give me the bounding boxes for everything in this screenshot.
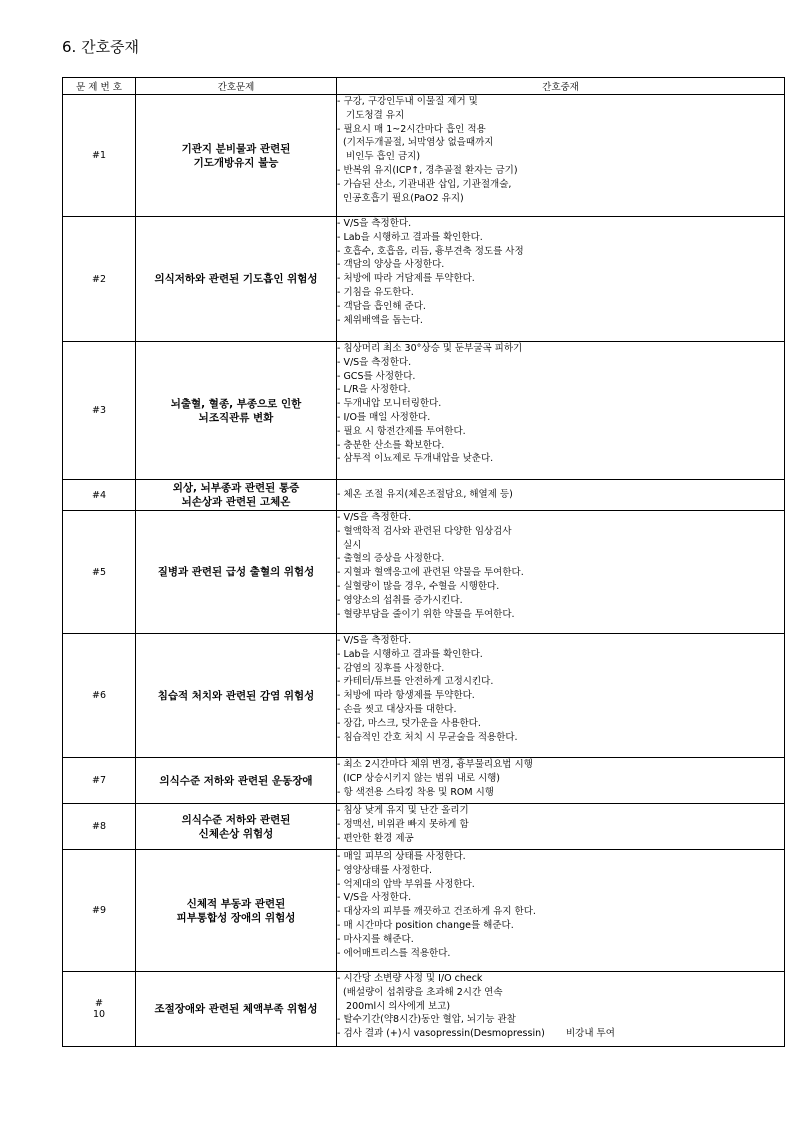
- nursing-problem-line: 뇌조직관류 변화: [198, 411, 274, 424]
- nursing-interventions: [337, 850, 785, 972]
- intervention-line: - 카테터/튜브를 안전하게 고정시킨다.: [337, 676, 494, 688]
- nursing-problem: [136, 480, 337, 511]
- intervention-line: - 손을 씻고 대상자를 대한다.: [337, 703, 457, 715]
- nursing-problem: [136, 804, 337, 850]
- problem-number: [63, 850, 136, 972]
- intervention-line: - 객담의 양상을 사정한다.: [337, 259, 445, 271]
- table-row: [63, 972, 785, 1047]
- intervention-line: 비인두 흡인 금지): [337, 151, 421, 163]
- nursing-problem: [136, 758, 337, 804]
- intervention-line: - 구강, 구강인두내 이물질 제거 및: [337, 96, 478, 107]
- nursing-interventions: [337, 217, 785, 342]
- intervention-line: - L/R을 사정한다.: [337, 384, 411, 396]
- intervention-line: - 시간당 소변량 사정 및 I/O check: [337, 973, 483, 984]
- table-header-row: [63, 78, 785, 95]
- header-nursing-intervention: 간호중재: [337, 78, 785, 95]
- intervention-line: - 필요 시 항전간제를 투여한다.: [337, 425, 466, 437]
- section-title: 6. 간호중재: [62, 38, 140, 56]
- intervention-line: - V/S을 측정한다.: [337, 218, 412, 229]
- intervention-line: - 편안한 환경 제공: [337, 832, 414, 844]
- intervention-line: - 장갑, 마스크, 덧가운을 사용한다.: [337, 717, 481, 729]
- intervention-line: - 처방에 따라 거담제를 투약한다.: [337, 273, 475, 285]
- nursing-interventions: [337, 511, 785, 634]
- intervention-line: - 반복위 유지(ICP↑, 경추골절 환자는 금기): [337, 164, 518, 176]
- nursing-problem-line: 의식저하와 관련된 기도흡인 위험성: [154, 273, 318, 285]
- intervention-line: 인공호흡기 필요(PaO2 유지): [337, 192, 464, 204]
- nursing-problem: [136, 972, 337, 1047]
- intervention-line: - 영양소의 섭취를 증가시킨다.: [337, 594, 463, 606]
- intervention-line: - 가습된 산소, 기관내관 삽입, 기관절개술,: [337, 178, 512, 190]
- intervention-line: (ICP 상승시키지 않는 범위 내로 시행): [337, 772, 501, 784]
- intervention-line: - 정맥선, 비위관 빠지 못하게 함: [337, 818, 469, 830]
- intervention-line: - 호흡수, 호흡음, 리듬, 흉부견축 정도를 사정: [337, 245, 524, 257]
- problem-number: [63, 95, 136, 217]
- intervention-line: 200ml시 의사에게 보고): [337, 1000, 451, 1012]
- nursing-problem-line: 질병과 관련된 급성 출혈의 위험성: [157, 566, 315, 578]
- table-row: [63, 634, 785, 758]
- intervention-line: - GCS를 사정한다.: [337, 370, 416, 382]
- intervention-line: 실시: [337, 539, 362, 551]
- intervention-line: (기저두개골절, 뇌막염상 없을때까지: [337, 137, 494, 149]
- problem-number: [63, 634, 136, 758]
- intervention-line: - 감염의 징후를 사정한다.: [337, 662, 445, 674]
- nursing-problem-line: 뇌출혈, 혈종, 부종으로 인한: [170, 397, 302, 410]
- intervention-line: - V/S을 사정한다.: [337, 892, 412, 904]
- intervention-line: - Lab을 시행하고 결과를 확인한다.: [337, 648, 483, 660]
- intervention-line: - Lab을 시행하고 결과를 확인한다.: [337, 231, 483, 243]
- intervention-line: - 혈량부담을 줄이기 위한 약물을 투여한다.: [337, 608, 515, 620]
- problem-number-text: #2: [91, 273, 106, 285]
- intervention-line: - V/S을 측정한다.: [337, 635, 412, 646]
- intervention-line: - 항 색전용 스타킹 착용 및 ROM 시행: [337, 786, 494, 798]
- intervention-line: - 침습적인 간호 처치 시 무균술을 적용한다.: [337, 731, 518, 743]
- table-row: [63, 758, 785, 804]
- header-problem-number: 문 제 번 호: [63, 78, 136, 95]
- intervention-line: - 검사 결과 (+)시 vasopressin(Desmopressin) 비강내 투여: [337, 1028, 615, 1040]
- intervention-line: - 출혈의 증상을 사정한다.: [337, 553, 445, 565]
- nursing-problem-line: 외상, 뇌부종과 관련된 통증: [172, 482, 300, 494]
- intervention-line: - 실혈량이 많을 경우, 수혈을 시행한다.: [337, 580, 500, 592]
- problem-number-text: #3: [91, 405, 106, 416]
- intervention-line: - 필요시 매 1~2시간마다 흡인 적용: [337, 123, 486, 135]
- problem-number-text: #5: [91, 566, 106, 578]
- intervention-line: - 탈수기간(약8시간)동안 혈압, 뇌기능 관찰: [337, 1014, 516, 1026]
- table-row: [63, 804, 785, 850]
- problem-number-text: #7: [91, 775, 106, 786]
- intervention-line: - V/S을 측정한다.: [337, 356, 412, 368]
- intervention-line: - V/S을 측정한다.: [337, 512, 412, 523]
- intervention-line: - 처방에 따라 항생제를 투약한다.: [337, 690, 475, 702]
- problem-number: [63, 511, 136, 634]
- nursing-interventions: [337, 634, 785, 758]
- problem-number-text: #1: [91, 150, 106, 161]
- nursing-problem-line: 조절장애와 관련된 체액부족 위험성: [154, 1003, 318, 1015]
- intervention-line: - 매일 피부의 상태를 사정한다.: [337, 851, 466, 862]
- intervention-line: - 혈액학적 검사와 관련된 다양한 임상검사: [337, 525, 512, 537]
- nursing-problem: [136, 342, 337, 480]
- nursing-interventions: [337, 342, 785, 480]
- nursing-interventions: [337, 480, 785, 511]
- problem-number-text: #9: [91, 905, 106, 916]
- problem-number-text: #6: [91, 690, 106, 701]
- intervention-line: - 체위배액을 돕는다.: [337, 314, 423, 326]
- problem-number: [63, 480, 136, 511]
- nursing-problem: [136, 634, 337, 758]
- nursing-problem: [136, 95, 337, 217]
- problem-number-text: #8: [91, 821, 106, 832]
- nursing-problem-line: 의식수준 저하와 관련된: [181, 813, 291, 826]
- nursing-problem: [136, 511, 337, 634]
- problem-number: [63, 972, 136, 1047]
- nursing-problem-line: 의식수준 저하와 관련된 운동장애: [159, 774, 313, 787]
- intervention-line: - 최소 2시간마다 체위 변경, 흉부물리요법 시행: [337, 759, 533, 770]
- intervention-line: - I/O를 매일 사정한다.: [337, 411, 431, 423]
- table-row: [63, 95, 785, 217]
- intervention-line: - 영양상태를 사정한다.: [337, 864, 433, 876]
- problem-number-text: #: [95, 998, 103, 1009]
- nursing-interventions: [337, 972, 785, 1047]
- problem-number: [63, 804, 136, 850]
- problem-number: [63, 758, 136, 804]
- intervention-line: (배설량이 섭취량을 초과해 2시간 연속: [337, 986, 503, 998]
- problem-number-text: 10: [92, 1009, 106, 1020]
- intervention-line: - 매 시간마다 position change를 해준다.: [337, 919, 514, 931]
- nursing-problem-line: 뇌손상과 관련된 고체온: [181, 496, 291, 508]
- intervention-line: - 지혈과 혈액응고에 관련된 약물을 투여한다.: [337, 567, 524, 579]
- intervention-line: - 두개내압 모니터링한다.: [337, 398, 442, 410]
- intervention-line: - 삼투적 이뇨제로 두개내압을 낮춘다.: [337, 453, 494, 465]
- intervention-line: - 마사지를 해준다.: [337, 933, 414, 945]
- nursing-problem-line: 침습적 처치와 관련된 감염 위험성: [157, 689, 315, 702]
- nursing-intervention-table: [62, 77, 785, 1047]
- nursing-problem: [136, 217, 337, 342]
- intervention-line: - 대상자의 피부를 깨끗하고 건조하게 유지 한다.: [337, 906, 536, 918]
- nursing-problem-line: 신체손상 위험성: [198, 827, 274, 840]
- intervention-line: - 충분한 산소를 확보한다.: [337, 439, 445, 451]
- nursing-problem-line: 신체적 부동과 관련된: [186, 897, 286, 910]
- problem-number-text: #4: [91, 489, 106, 501]
- nursing-interventions: [337, 804, 785, 850]
- intervention-line: - 체온 조절 유지(체온조절담요, 해열제 등): [337, 489, 513, 501]
- nursing-interventions: [337, 758, 785, 804]
- nursing-problem-line: 기관지 분비물과 관련된: [181, 142, 291, 155]
- problem-number: [63, 342, 136, 480]
- intervention-line: - 침상머리 최소 30°상승 및 둔부굴곡 피하기: [337, 343, 523, 354]
- table-row: [63, 217, 785, 342]
- header-nursing-problem: 간호문제: [136, 78, 337, 95]
- intervention-line: - 객담을 흡인해 준다.: [337, 300, 426, 312]
- table-row: [63, 480, 785, 511]
- nursing-problem-line: 기도개방유지 불능: [193, 156, 279, 169]
- nursing-problem-line: 피부통합성 장애의 위험성: [176, 911, 296, 924]
- table-row: [63, 342, 785, 480]
- intervention-line: - 침상 낮게 유지 및 난간 올리기: [337, 805, 469, 816]
- table-row: [63, 850, 785, 972]
- intervention-line: - 억제대의 압박 부위를 사정한다.: [337, 878, 475, 890]
- intervention-line: - 기침을 유도한다.: [337, 286, 414, 298]
- nursing-problem: [136, 850, 337, 972]
- nursing-interventions: [337, 95, 785, 217]
- intervention-line: 기도청결 유지: [337, 109, 405, 121]
- intervention-line: - 에어매트리스를 적용한다.: [337, 947, 451, 959]
- problem-number: [63, 217, 136, 342]
- table-row: [63, 511, 785, 634]
